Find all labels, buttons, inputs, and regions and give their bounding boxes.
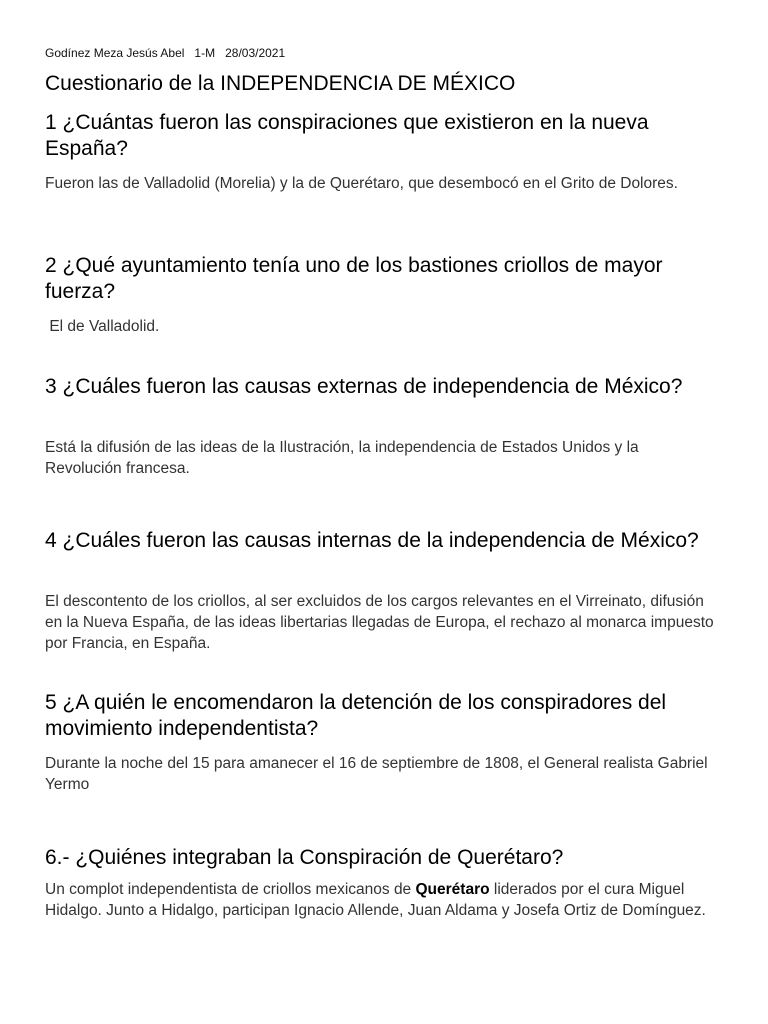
answer-3: Está la difusión de las ideas de la Ilustración, la independencia de Estados Unidos y la Revolución francesa. — [45, 439, 639, 477]
answer-6 — [45, 879, 715, 921]
student-header — [45, 46, 295, 60]
question-1: 1 ¿Cuántas fueron las conspiraciones que existieron en la nueva España? — [45, 111, 649, 160]
answer-2: El de Valladolid. — [45, 318, 160, 335]
answer-6-start: Un complot independentista de criollos mexicanos de — [45, 881, 416, 898]
question-2: 2 ¿Qué ayuntamiento tenía uno de los bastiones criollos de mayor fuerza? — [45, 254, 663, 303]
answer-6-end: liderados por el cura Miguel Hidalgo. Junto a Hidalgo, participan Ignacio Allende, Juan Aldama y Josefa Ortiz de Domínguez. — [45, 881, 706, 919]
answer-5: Durante la noche del 15 para amanecer el 16 de septiembre de 1808, el General realista Gabriel Yermo — [45, 755, 708, 793]
question-3: 3 ¿Cuáles fueron las causas externas de independencia de México? — [45, 375, 683, 398]
document-date: 28/03/2021 — [225, 46, 286, 60]
document-title: Cuestionario de la INDEPENDENCIA DE MÉXICO — [45, 72, 516, 95]
answer-4: El descontento de los criollos, al ser excluidos de los cargos relevantes en el Virreinato, difusión en la Nueva España, de las ideas libertarias llegadas de Europa, el rechazo al monarca impuesto por Francia, en España. — [45, 593, 714, 652]
answer-6-bold-place: Querétaro — [415, 881, 490, 898]
student-group: 1-M — [194, 46, 216, 60]
student-name: Godínez Meza Jesús Abel — [45, 46, 185, 60]
question-5: 5 ¿A quién le encomendaron la detención de los conspiradores del movimiento independentista? — [45, 691, 667, 740]
answer-1: Fueron las de Valladolid (Morelia) y la de Querétaro, que desembocó en el Grito de Dolores. — [45, 175, 678, 192]
question-4: 4 ¿Cuáles fueron las causas internas de la independencia de México? — [45, 529, 699, 552]
question-6: 6.- ¿Quiénes integraban la Conspiración de Querétaro? — [45, 846, 564, 869]
